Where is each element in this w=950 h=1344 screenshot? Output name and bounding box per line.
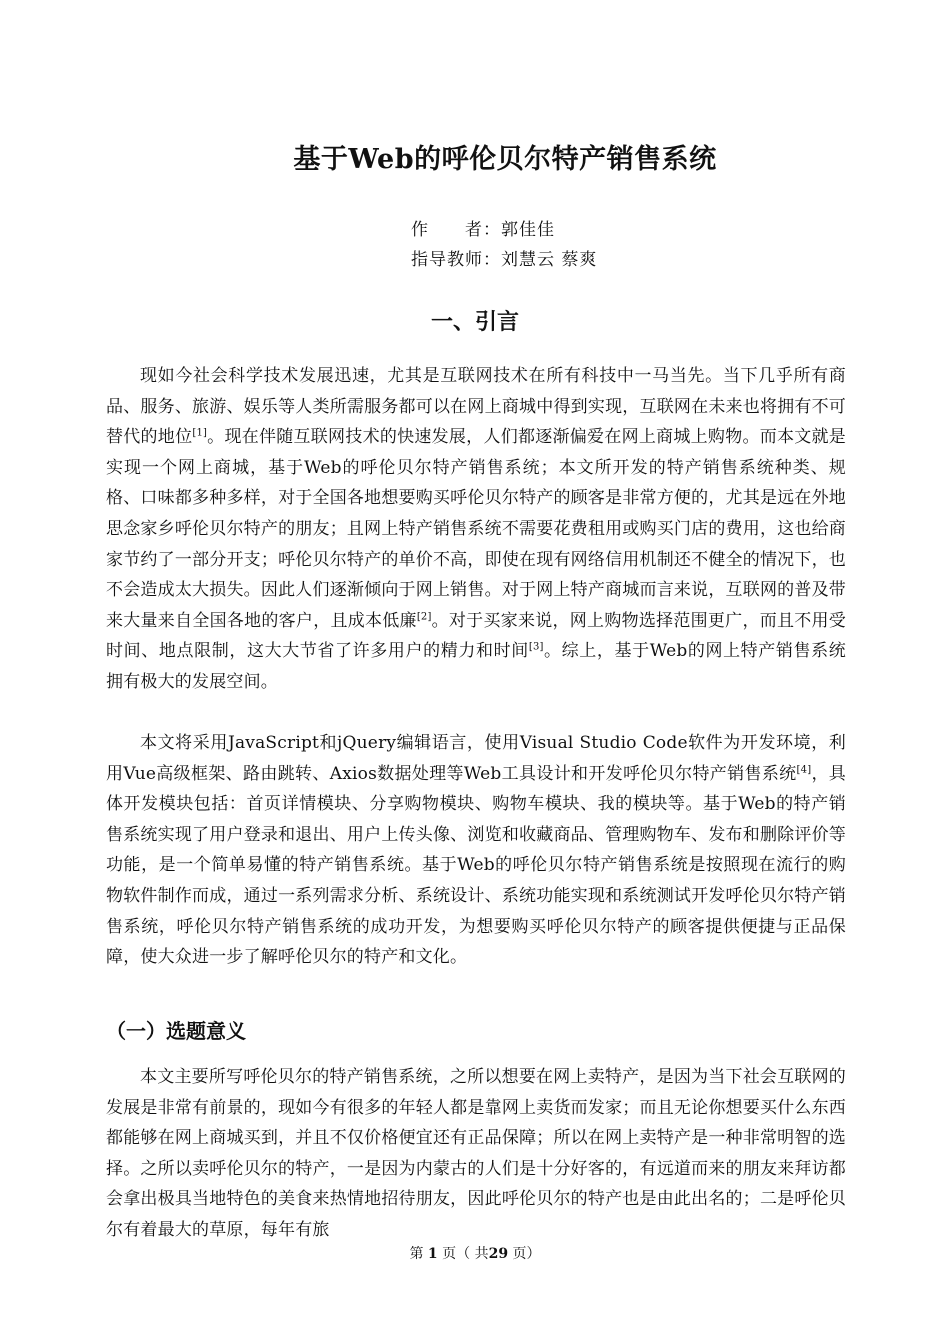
paragraph-text: 现如今社会科学技术发展迅速，尤其是互联网技术在所有科技中一马当先。当下几乎所有商品、服务、旅游、娱乐等人类所需服务都可以在网上商城中得到实现，互联网在未来也将拥有不可替代的地位 xyxy=(106,366,846,448)
section-heading-introduction: 一、引言 xyxy=(430,309,519,335)
paragraph-text: 。综上，基于Web的网上特产销售系统拥有极大的发展空间。 xyxy=(106,641,846,692)
advisor-line xyxy=(411,245,597,275)
citation-ref: [3] xyxy=(528,641,544,653)
advisor-names: 刘慧云 蔡爽 xyxy=(501,250,598,270)
author-line xyxy=(411,215,555,245)
paper-title: 基于Web的呼伦贝尔特产销售系统 xyxy=(293,144,717,175)
citation-ref: [1] xyxy=(192,427,208,439)
intro-paragraph-2 xyxy=(106,728,846,973)
page-number: 1 xyxy=(427,1246,438,1262)
page-footer xyxy=(0,1243,950,1263)
paragraph-text: 。现在伴随互联网技术的快速发展，人们都逐渐偏爱在网上商城上购物。而本文就是实现一个网上商城，基于Web的呼伦贝尔特产销售系统；本文所开发的特产销售系统种类、规格、口味都多种多样，对于全国各地想要购买呼伦贝尔特产的顾客是非常方便的，尤其是远在外地思念家乡呼伦贝尔特产的朋友；且网上特产销售系统不需要花费租用或购买门店的费用，这也给商家节约了一部分开支；呼伦贝尔特产的单价不高，即使在现有网络信用机制还不健全的情况下，也不会造成太大损失。因此人们逐渐倾向于网上销售。对于网上特产商城而言来说，互联网的普及带来大量来自全国各地的客户，且成本低廉 xyxy=(106,427,846,631)
subsection-heading-significance: （一）选题意义 xyxy=(106,1019,246,1043)
footer-prefix: 第 xyxy=(409,1246,428,1262)
paragraph-text: 本文将采用JavaScript和jQuery编辑语言，使用Visual Studio Code软件为开发环境，利用Vue高级框架、路由跳转、Axios数据处理等Web工具设计和开发呼伦贝尔特产销售系统 xyxy=(106,733,846,784)
citation-ref: [2] xyxy=(416,611,432,623)
footer-middle: 页（ 共 xyxy=(437,1246,489,1262)
intro-paragraph-1 xyxy=(106,361,846,698)
paragraph-text: ，具体开发模块包括：首页详情模块、分享购物模块、购物车模块、我的模块等。基于Web的特产销售系统实现了用户登录和退出、用户上传头像、浏览和收藏商品、管理购物车、发布和删除评价等功能，是一个简单易懂的特产销售系统。基于Web的呼伦贝尔特产销售系统是按照现在流行的购物软件制作而成，通过一系列需求分析、系统设计、系统功能实现和系统测试开发呼伦贝尔特产销售系统，呼伦贝尔特产销售系统的成功开发，为想要购买呼伦贝尔特产的顾客提供便捷与正品保障，使大众进一步了解呼伦贝尔的特产和文化。 xyxy=(106,763,846,968)
author-name: 郭佳佳 xyxy=(501,220,555,240)
total-pages: 29 xyxy=(488,1246,509,1262)
paragraph-text: 。对于买家来说，网上购物选择范围更广，而且不用受时间、地点限制，这大大节省了许多用户的精力和时间 xyxy=(106,610,846,662)
author-label: 作 者： xyxy=(411,220,501,240)
footer-suffix: 页） xyxy=(508,1246,541,1262)
advisor-label: 指导教师： xyxy=(411,250,501,270)
citation-ref: [4] xyxy=(796,763,812,775)
significance-paragraph: 本文主要所写呼伦贝尔的特产销售系统，之所以想要在网上卖特产，是因为当下社会互联网的发展是非常有前景的，现如今有很多的年轻人都是靠网上卖货而发家；而且无论你想要买什么东西都能够在网上商城买到，并且不仅价格便宜还有正品保障；所以在网上卖特产是一种非常明智的选择。之所以卖呼伦贝尔的特产，一是因为内蒙古的人们是十分好客的，有远道而来的朋友来拜访都会拿出极具当地特色的美食来热情地招待朋友，因此呼伦贝尔的特产也是由此出名的；二是呼伦贝尔有着最大的草原，每年有旅 xyxy=(106,1067,846,1240)
